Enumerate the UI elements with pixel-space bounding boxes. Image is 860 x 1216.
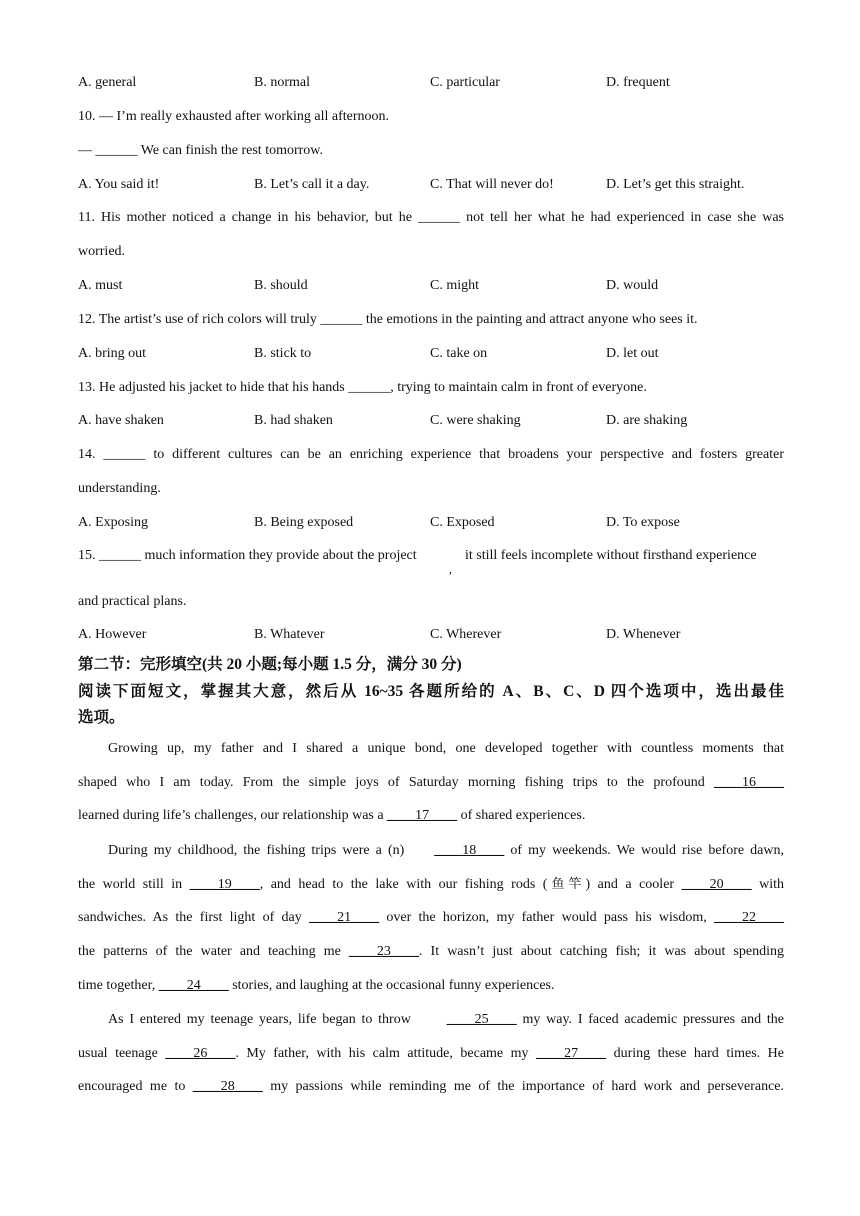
passage-text: stories, and laughing at the occasional funny experiences. — [232, 978, 555, 993]
blank-21: ____21____ — [309, 910, 380, 925]
q10-option-c: C. That will never do! — [430, 177, 554, 192]
q14-option-c: C. Exposed — [430, 515, 495, 530]
passage-p2-line5 — [78, 977, 784, 995]
blank-27: ____27____ — [536, 1046, 607, 1061]
section2-instruction-line2: 选项。 — [78, 709, 125, 726]
passage-text: during these hard times. He — [613, 1046, 784, 1061]
blank-19: ____19____ — [189, 877, 260, 892]
passage-p1-line1: Growing up, my father and I shared a unique bond, one developed together with countless moments that — [108, 741, 784, 756]
q10-stem: 10. — I’m really exhausted after working all afternoon. — [78, 109, 390, 124]
passage-text: . It wasn’t just about catching fish; it was about spending — [418, 944, 785, 959]
q10-option-a: A. You said it! — [78, 177, 160, 192]
passage-text: , and head to the lake with our fishing rods ( — [259, 877, 548, 892]
passage-text: time together, — [78, 978, 156, 993]
blank-25: ____25____ — [446, 1012, 517, 1027]
q14-stem-line1: 14. ______ to different cultures can be an enriching experience that broadens your perspective and fosters greater — [78, 447, 784, 462]
passage-text: sandwiches. As the first light of day — [78, 910, 302, 925]
passage-text: During my childhood, the fishing trips were a (n) — [108, 843, 405, 858]
passage-text: learned during life’s challenges, our relationship was a — [78, 808, 384, 823]
q13-option-b: B. had shaken — [254, 413, 333, 428]
blank-20: ____20____ — [681, 877, 752, 892]
q10-option-b: B. Let’s call it a day. — [254, 177, 370, 192]
q12-option-c: C. take on — [430, 346, 488, 361]
q14-option-d: D. To expose — [606, 515, 680, 530]
q12-option-b: B. stick to — [254, 346, 312, 361]
q9-option-a: A. general — [78, 75, 137, 90]
passage-text: my passions while reminding me of the importance of hard work and perseverance. — [270, 1079, 785, 1094]
blank-24: ____24____ — [158, 978, 229, 993]
q15-option-b: B. Whatever — [254, 627, 325, 642]
q14-stem-line2: understanding. — [78, 481, 161, 496]
q15-stem-line2: and practical plans. — [78, 594, 187, 609]
q13-stem: 13. He adjusted his jacket to hide that his hands ______, trying to maintain calm in front of everyone. — [78, 380, 647, 395]
passage-p1-line3 — [78, 807, 784, 825]
passage-text: ) and a cooler — [585, 877, 675, 892]
passage-p1-line2 — [78, 774, 784, 792]
q15-option-c: C. Wherever — [430, 627, 502, 642]
passage-text: the patterns of the water and teaching me — [78, 944, 341, 959]
q15-comma: , — [449, 562, 452, 576]
passage-p2-line1 — [78, 842, 784, 860]
q10-option-d: D. Let’s get this straight. — [606, 177, 745, 192]
q9-option-c: C. particular — [430, 75, 500, 90]
q12-option-d: D. let out — [606, 346, 659, 361]
passage-text: usual teenage — [78, 1046, 158, 1061]
q15-stem-part1: 15. ______ much information they provide about the project — [78, 548, 417, 563]
q13-option-d: D. are shaking — [606, 413, 688, 428]
q11-option-c: C. might — [430, 278, 480, 293]
q12-option-a: A. bring out — [78, 346, 147, 361]
blank-16: ____16____ — [714, 775, 784, 790]
q13-option-c: C. were shaking — [430, 413, 521, 428]
passage-text: my way. I faced academic pressures and the — [522, 1012, 785, 1027]
q15-stem-part2: it still feels incomplete without firsthand experience — [465, 548, 757, 563]
passage-p2-line2 — [78, 876, 784, 894]
q14-option-a: A. Exposing — [78, 515, 148, 530]
blank-22: ____22____ — [714, 910, 785, 925]
passage-text: shaped who I am today. From the simple joys of Saturday morning fishing trips to the profound — [78, 775, 705, 790]
passage-p2-line4 — [78, 943, 784, 961]
q11-stem-line2: worried. — [78, 244, 126, 259]
section2-instruction-line1: 阅读下面短文，掌握其大意，然后从 16~35 各题所给的 A、B、C、D 四个选项中，选出最佳 — [78, 683, 784, 700]
passage-text: As I entered my teenage years, life began to throw — [108, 1012, 411, 1027]
q13-option-a: A. have shaken — [78, 413, 164, 428]
blank-28: ____28____ — [192, 1079, 263, 1094]
q9-option-d: D. frequent — [606, 75, 670, 90]
q11-option-d: D. would — [606, 278, 659, 293]
passage-text: . My father, with his calm attitude, became my — [235, 1046, 529, 1061]
q15-option-d: D. Whenever — [606, 627, 681, 642]
passage-text: over the horizon, my father would pass his wisdom, — [386, 910, 707, 925]
blank-26: ____26____ — [165, 1046, 236, 1061]
passage-text: encouraged me to — [78, 1079, 186, 1094]
passage-text: of shared experiences. — [460, 808, 586, 823]
passage-p3-line3 — [78, 1078, 784, 1096]
passage-p3-line2 — [78, 1045, 784, 1063]
q11-option-a: A. must — [78, 278, 123, 293]
section2-heading: 第二节：完形填空(共 20 小题;每小题 1.5 分，满分 30 分) — [78, 656, 462, 673]
passage-p2-line3 — [78, 909, 784, 927]
passage-p3-line1 — [78, 1011, 784, 1029]
q12-stem: 12. The artist’s use of rich colors will truly ______ the emotions in the painting and attract anyone who sees it. — [78, 312, 698, 327]
q9-option-b: B. normal — [254, 75, 310, 90]
passage-chinese-gloss: 鱼竿 — [547, 877, 586, 892]
q11-option-b: B. should — [254, 278, 308, 293]
blank-18: ____18____ — [434, 843, 505, 858]
blank-23: ____23____ — [348, 944, 419, 959]
passage-text: of my weekends. We would rise before dawn, — [510, 843, 784, 858]
passage-text: with — [759, 877, 784, 892]
q11-stem-line1: 11. His mother noticed a change in his behavior, but he ______ not tell her what he had experienced in case she was — [78, 210, 784, 225]
blank-17: ____17____ — [387, 808, 458, 823]
passage-text: the world still in — [78, 877, 183, 892]
q14-option-b: B. Being exposed — [254, 515, 354, 530]
q15-option-a: A. However — [78, 627, 147, 642]
q10-reply: — ______ We can finish the rest tomorrow. — [78, 143, 323, 158]
